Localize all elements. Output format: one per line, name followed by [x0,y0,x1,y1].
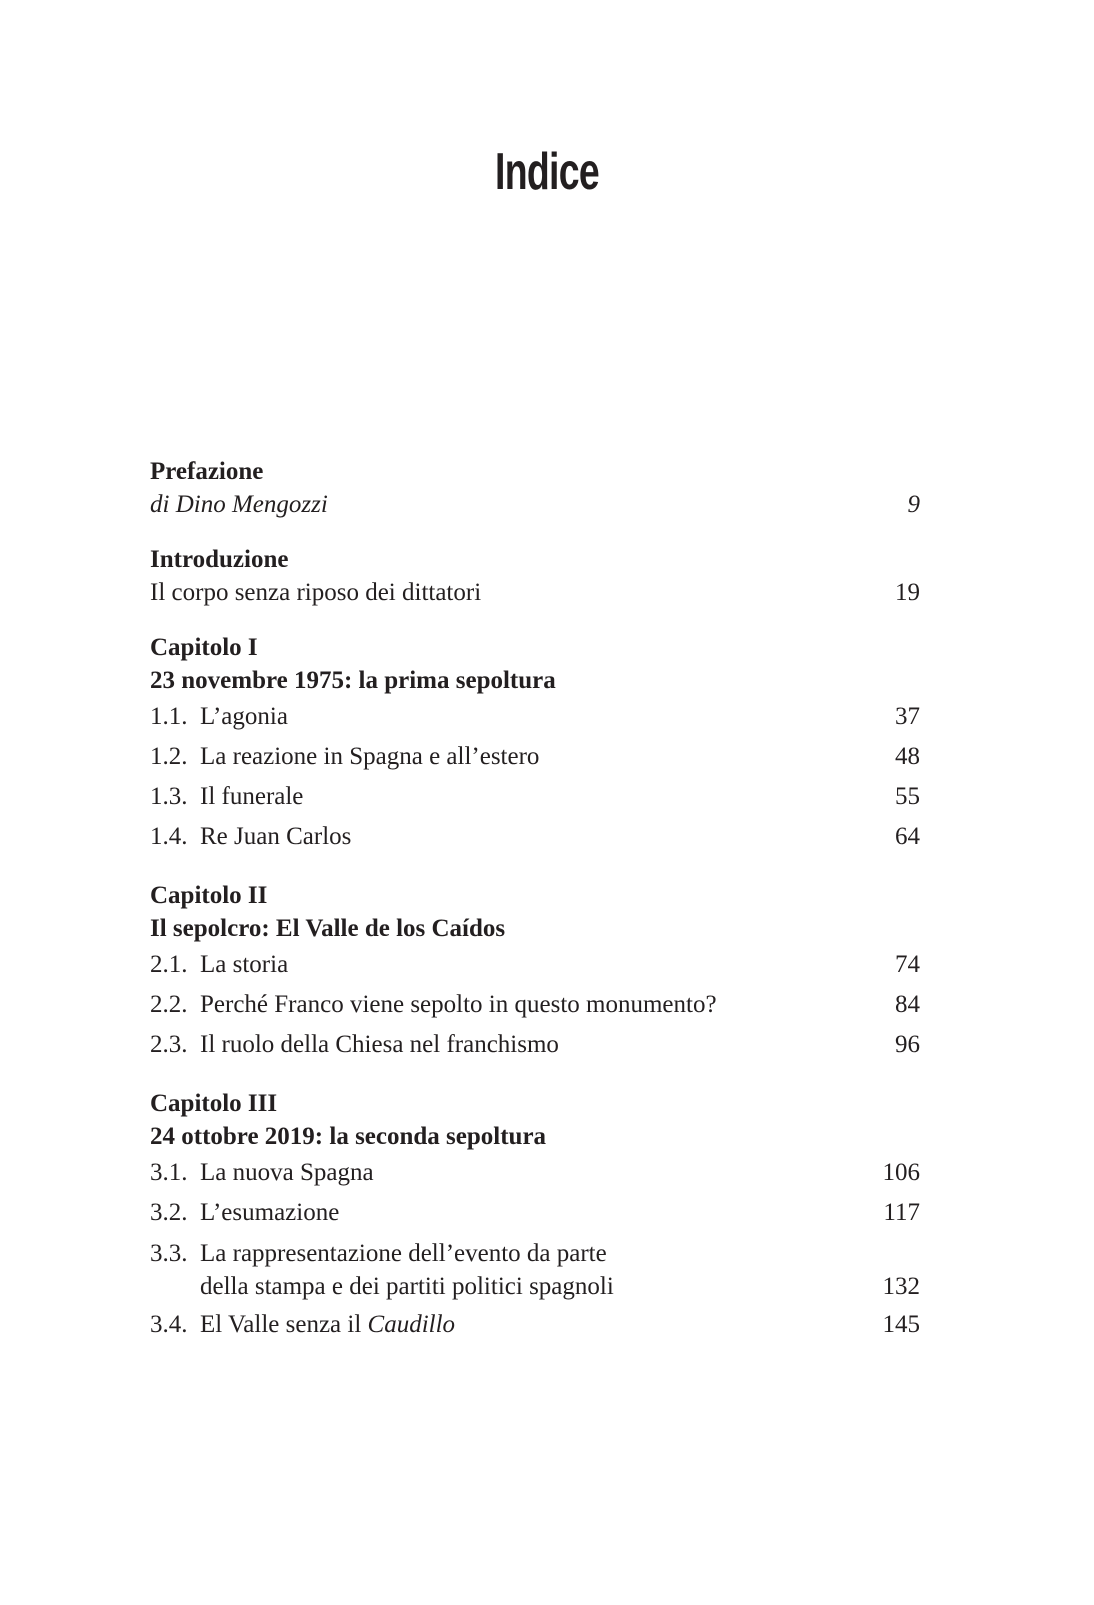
entry-title [200,1237,614,1303]
section-heading: Introduzione [150,546,289,573]
entry-title: L’agonia [200,703,288,730]
toc-section-capitolo-3 [150,1087,920,1345]
entry-number: 1.1. [150,703,188,730]
entry-page: 74 [895,951,920,978]
entry-page: 48 [895,743,920,770]
toc-entry [150,1153,920,1193]
entry-page: 117 [883,1199,920,1226]
table-of-contents [150,455,920,1367]
entry-page: 96 [895,1031,920,1058]
entry-page: 132 [882,1273,920,1300]
page-title: Indice [495,143,599,201]
entry-title-text: El Valle senza il [200,1311,368,1338]
entry-page: 84 [895,991,920,1018]
toc-entry [150,777,920,817]
toc-entry [150,1305,920,1345]
entry-number: 2.2. [150,991,188,1018]
entry-page: 9 [907,491,920,518]
section-heading: Prefazione [150,458,264,485]
entry-title-line-2: della stampa e dei partiti politici spagnoli [200,1273,614,1300]
entry-page: 55 [895,783,920,810]
toc-section-capitolo-2 [150,879,920,1065]
chapter-heading: Capitolo II [150,882,268,909]
entry-number: 2.1. [150,951,188,978]
entry-title: L’esumazione [200,1199,340,1226]
entry-number: 2.3. [150,1031,188,1058]
toc-section-prefazione [150,455,920,521]
toc-entry [150,945,920,985]
toc-entry [150,817,920,857]
toc-entry [150,985,920,1025]
entry-title: La storia [200,951,289,978]
entry-number: 1.3. [150,783,188,810]
entry-title: Il corpo senza riposo dei dittatori [150,579,482,606]
toc-section-capitolo-1 [150,631,920,857]
chapter-subtitle: 23 novembre 1975: la prima sepoltura [150,667,556,694]
toc-entry [150,488,920,521]
entry-number: 3.1. [150,1159,188,1186]
entry-page: 19 [895,579,920,606]
toc-entry [150,576,920,609]
entry-title: Perché Franco viene sepolto in questo monumento? [200,991,717,1018]
entry-page: 145 [882,1311,920,1338]
entry-title-italic: Caudillo [367,1311,456,1338]
chapter-heading: Capitolo I [150,634,258,661]
entry-title-line-1: La rappresentazione dell’evento da parte [200,1240,607,1267]
entry-title: La reazione in Spagna e all’estero [200,743,540,770]
entry-number: 3.4. [150,1311,188,1338]
chapter-heading: Capitolo III [150,1090,278,1117]
toc-entry [150,697,920,737]
entry-page: 106 [882,1159,920,1186]
entry-title: Il ruolo della Chiesa nel franchismo [200,1031,559,1058]
entry-number: 1.4. [150,823,188,850]
entry-title [200,1305,455,1345]
toc-entry [150,737,920,777]
entry-number: 3.2. [150,1199,188,1226]
toc-section-introduzione [150,543,920,609]
chapter-subtitle: 24 ottobre 2019: la seconda sepoltura [150,1123,547,1150]
toc-entry [150,1025,920,1065]
entry-title: Il funerale [200,783,304,810]
entry-number: 1.2. [150,743,188,770]
toc-entry [150,1233,920,1305]
entry-title: La nuova Spagna [200,1159,374,1186]
entry-number: 3.3. [150,1240,188,1267]
entry-title: Re Juan Carlos [200,823,352,850]
chapter-subtitle: Il sepolcro: El Valle de los Caídos [150,915,506,942]
entry-page: 64 [895,823,920,850]
entry-page: 37 [895,703,920,730]
entry-author: di Dino Mengozzi [150,491,328,518]
toc-entry [150,1193,920,1233]
